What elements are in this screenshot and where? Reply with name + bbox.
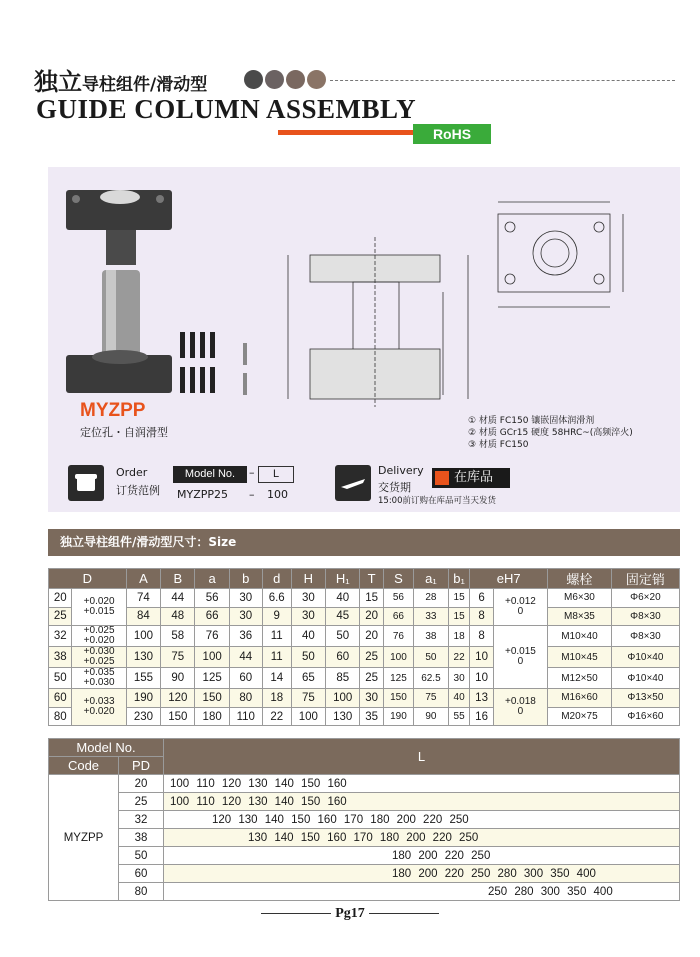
size-row [49,589,680,608]
size-cell: 13 [470,689,493,708]
l-row [49,793,680,811]
size-cell: 11 [262,626,291,647]
l-row [49,883,680,901]
size-cell: 15 [448,589,469,608]
size-header-cell: d [262,569,291,589]
size-cell: 18 [448,626,469,647]
size-header-cell: B [161,569,195,589]
size-cell: 22 [262,707,291,726]
size-header-cell: T [360,569,383,589]
size-header-cell: b [229,569,262,589]
decor-dots [244,70,326,89]
order-label-cn: 订货范例 [116,484,160,497]
size-cell: 30 [229,589,262,608]
l-row [49,865,680,883]
l-values-cell: 180 200 220 250 280 300 350 400 [164,865,680,883]
size-cell: 32 [49,626,72,647]
size-cell: +0.025 +0.020 [72,626,126,647]
size-cell: Φ6×20 [611,589,679,608]
size-cell: 25 [360,668,383,689]
size-row [49,607,680,626]
size-cell: 50 [291,647,325,668]
order-dash: – [249,466,255,479]
size-cell: 100 [126,626,160,647]
l-row [49,829,680,847]
size-cell: +0.030 +0.025 [72,647,126,668]
size-cell: 15 [360,589,383,608]
model-name: MYZPP [80,400,146,421]
size-header-cell: eH7 [470,569,548,589]
size-cell: 6.6 [262,589,291,608]
size-cell: 8 [470,626,493,647]
size-cell: 50 [414,647,449,668]
size-cell: 80 [229,689,262,708]
l-pd-cell: 20 [119,775,164,793]
size-cell: 150 [161,707,195,726]
size-cell: 85 [326,668,360,689]
size-cell: 100 [383,647,413,668]
size-cell: 130 [326,707,360,726]
size-cell: 20 [49,589,72,608]
size-cell: 9 [262,607,291,626]
size-cell: 15 [448,607,469,626]
product-panel [48,167,680,512]
l-values-cell: 100 110 120 130 140 150 160 [164,775,680,793]
size-cell: 30 [360,689,383,708]
note-2: ② 材质 GCr15 硬度 58HRC~(高频淬火) [468,428,633,438]
note-1: ① 材质 FC150 镶嵌固体润滑剂 [468,416,595,426]
size-cell: 130 [126,647,160,668]
size-cell: 56 [195,589,229,608]
size-cell: M20×75 [548,707,612,726]
size-cell: +0.020 +0.015 [72,589,126,626]
model-subtitle: 定位孔・自润滑型 [80,426,168,439]
size-cell: 125 [383,668,413,689]
size-cell: 22 [448,647,469,668]
phone-icon [68,465,104,501]
size-row [49,668,680,689]
l-values-cell: 250 280 300 350 400 [164,883,680,901]
size-cell: Φ8×30 [611,626,679,647]
size-cell: 8 [470,607,493,626]
size-cell: 100 [195,647,229,668]
size-cell: 110 [229,707,262,726]
size-cell: 84 [126,607,160,626]
size-cell: 25 [49,607,72,626]
size-cell: 38 [49,647,72,668]
size-cell: +0.012 0 [493,589,547,626]
order-example-model: MYZPP25 [177,488,229,501]
size-cell: 48 [161,607,195,626]
l-header-cell: Model No. [49,739,164,757]
l-header-cell: Code [49,757,119,775]
delivery-note: 15:00前订购在库品可当天发货 [378,496,496,506]
size-cell: 90 [161,668,195,689]
size-cell: 60 [229,668,262,689]
size-cell: 190 [126,689,160,708]
l-row [49,847,680,865]
header-divider [330,80,675,81]
size-cell: 6 [470,589,493,608]
size-cell: 25 [360,647,383,668]
size-cell: M12×50 [548,668,612,689]
size-cell: 14 [262,668,291,689]
l-pd-cell: 25 [119,793,164,811]
l-pd-cell: 60 [119,865,164,883]
stock-icon [435,471,449,485]
stock-badge: 在库品 [432,468,510,488]
size-cell: 40 [448,689,469,708]
size-cell: 65 [291,668,325,689]
size-header-cell: a [195,569,229,589]
size-cell: Φ8×30 [611,607,679,626]
l-row [49,811,680,829]
size-cell: Φ16×60 [611,707,679,726]
order-label-en: Order [116,466,148,479]
size-cell: 45 [326,607,360,626]
size-cell: +0.035 +0.030 [72,668,126,689]
size-cell: 10 [470,668,493,689]
size-cell: 62.5 [414,668,449,689]
size-cell: Φ13×50 [611,689,679,708]
size-cell: 16 [470,707,493,726]
size-cell: +0.018 0 [493,689,547,726]
l-values-cell: 100 110 120 130 140 150 160 [164,793,680,811]
title-cn: 独立导柱组件/滑动型 [34,68,208,96]
size-cell: 100 [291,707,325,726]
size-cell: 30 [291,589,325,608]
size-cell: 100 [326,689,360,708]
l-pd-cell: 32 [119,811,164,829]
size-row [49,626,680,647]
guide-post-part [66,270,172,393]
size-cell: Φ10×40 [611,668,679,689]
page-number: Pg17 [0,906,700,922]
size-row [49,689,680,708]
size-cell: +0.015 0 [493,626,547,689]
size-header-cell: H₁ [326,569,360,589]
size-cell: M16×60 [548,689,612,708]
l-code-cell: MYZPP [49,775,119,901]
size-cell: 35 [360,707,383,726]
l-pd-cell: 50 [119,847,164,865]
order-example-l: 100 [267,488,288,501]
size-cell: 56 [383,589,413,608]
size-cell: 120 [161,689,195,708]
size-cell: M8×35 [548,607,612,626]
size-header-cell: D [49,569,127,589]
l-pd-cell: 38 [119,829,164,847]
size-row [49,647,680,668]
size-cell: 60 [326,647,360,668]
size-cell: 66 [195,607,229,626]
size-cell: 180 [195,707,229,726]
rohs-badge: RoHS [413,124,491,144]
section-drawing [288,237,468,407]
size-cell: 30 [229,607,262,626]
size-cell: 30 [291,607,325,626]
size-header-cell: S [383,569,413,589]
size-cell: +0.033 +0.020 [72,689,126,726]
size-cell: M6×30 [548,589,612,608]
size-cell: 150 [195,689,229,708]
l-pd-cell: 80 [119,883,164,901]
title-en: GUIDE COLUMN ASSEMBLY [36,94,417,124]
size-cell: 80 [49,707,72,726]
l-header-cell: L [164,739,680,775]
size-cell: 74 [126,589,160,608]
size-cell: M10×45 [548,647,612,668]
size-row [49,707,680,726]
note-3: ③ 材质 FC150 [468,440,529,450]
size-cell: 66 [383,607,413,626]
size-cell: 50 [326,626,360,647]
size-header-cell: 固定销 [611,569,679,589]
model-no-label: Model No. [173,466,247,483]
size-section-title: 独立导柱组件/滑动型尺寸：Size [48,529,680,556]
l-values-cell: 120 130 140 150 160 170 180 200 220 250 [164,811,680,829]
order-example-dash: – [249,488,255,501]
size-cell: 18 [262,689,291,708]
airplane-icon [335,465,371,501]
size-cell: 76 [383,626,413,647]
size-cell: 155 [126,668,160,689]
l-values-cell: 180 200 220 250 [164,847,680,865]
size-cell: 55 [448,707,469,726]
size-cell: 125 [195,668,229,689]
length-table [48,738,680,901]
size-cell: 30 [448,668,469,689]
guide-bush-part [66,190,172,265]
size-cell: 28 [414,589,449,608]
size-header-cell: H [291,569,325,589]
size-cell: 40 [326,589,360,608]
size-cell: 40 [291,626,325,647]
l-row [49,775,680,793]
size-cell: 230 [126,707,160,726]
size-cell: 58 [161,626,195,647]
size-cell: 150 [383,689,413,708]
delivery-label-cn: 交货期 [378,481,411,494]
l-header-cell: PD [119,757,164,775]
material-notes [468,415,633,451]
size-cell: 75 [414,689,449,708]
size-cell: 90 [414,707,449,726]
accent-bar [278,130,413,135]
size-cell: 33 [414,607,449,626]
size-cell: 44 [229,647,262,668]
size-cell: 76 [195,626,229,647]
size-cell: 60 [49,689,72,708]
size-cell: 36 [229,626,262,647]
size-cell: 75 [291,689,325,708]
size-cell: 10 [470,647,493,668]
size-header-cell: b₁ [448,569,469,589]
delivery-label-en: Delivery [378,464,424,477]
plan-drawing [498,202,623,307]
size-cell: 190 [383,707,413,726]
size-cell: Φ10×40 [611,647,679,668]
size-cell: 20 [360,607,383,626]
size-cell: 38 [414,626,449,647]
size-header-cell: a₁ [414,569,449,589]
size-cell: 11 [262,647,291,668]
l-label: L [258,466,294,483]
size-table [48,568,680,726]
size-header-cell: 螺栓 [548,569,612,589]
size-cell: 20 [360,626,383,647]
size-cell: 75 [161,647,195,668]
product-illustration [48,167,680,512]
bolts-pins [180,332,247,395]
size-cell: M10×40 [548,626,612,647]
l-values-cell: 130 140 150 160 170 180 200 220 250 [164,829,680,847]
size-header-cell: A [126,569,160,589]
size-cell: 50 [49,668,72,689]
size-cell: 44 [161,589,195,608]
